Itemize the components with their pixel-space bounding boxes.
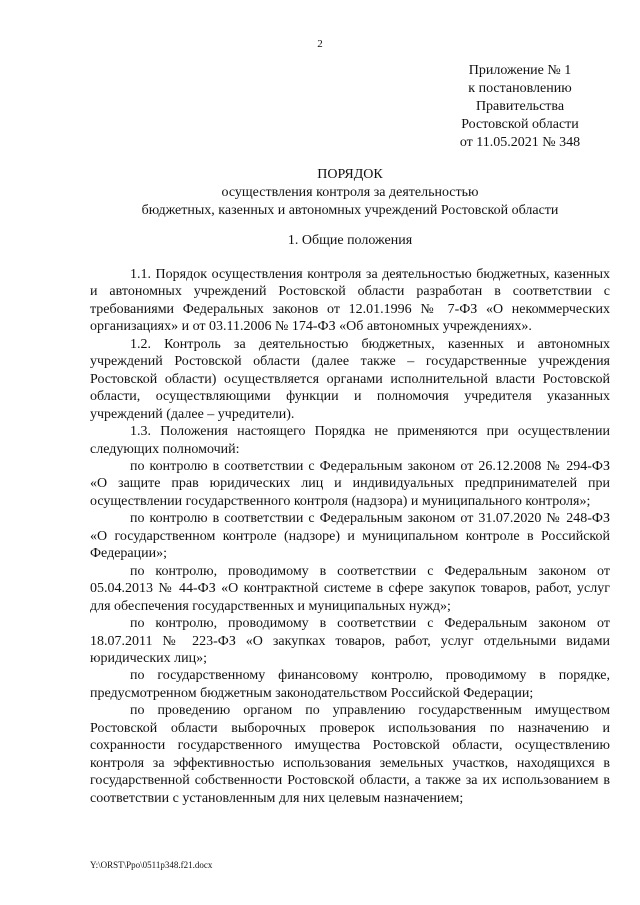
appendix-line: от 11.05.2021 № 348 (459, 135, 581, 150)
paragraph: по контролю в соответствии с Федеральным законом от 26.12.2008 № 294-ФЗ «О защите прав юридических лиц и индивидуальных предпринимателей при осуществлении государственного контроля (надзора) и муниципального контроля»; (90, 458, 610, 509)
paragraph: по контролю, проводимому в соответствии с Федеральным законом от 05.04.2013 № 44-ФЗ «О контрактной системе в сфере закупок товаров, работ, услуг для обеспечения государственных и муниципальных нужд»; (90, 563, 610, 614)
paragraph: 1.2. Контроль за деятельностью бюджетных, казенных и автономных учреждений Ростовской области (далее также – государственные учреждения Ростовской области) осуществляется органами исполнительной власти Ростовской области, осуществляющими функции и полномочия учредителя указанных учреждений (далее – учредители). (90, 336, 610, 422)
appendix-line: Правительства (475, 99, 565, 114)
paragraph: по проведению органом по управлению государственным имуществом Ростовской области выборочных проверок использования по назначению и сохранности государственного имущества Ростовской области, осуществлению контроля за эффективностью использования земельных участков, находящихся в государственной собственности Ростовской области, а также за их использованием в соответствии с установленным для них целевым назначением; (90, 703, 610, 806)
appendix-block (440, 62, 600, 152)
page-number: 2 (317, 38, 323, 50)
section-body (90, 266, 610, 807)
paragraph: по контролю в соответствии с Федеральным законом от 31.07.2020 № 248-ФЗ «О государственном контроле (надзоре) и муниципальном контроле в Российской Федерации»; (90, 511, 610, 562)
appendix-line: к постановлению (468, 81, 572, 96)
section-heading: 1. Общие положения (287, 233, 413, 248)
paragraph: 1.3. Положения настоящего Порядка не применяются при осуществлении следующих полномочий: (90, 424, 610, 457)
paragraph: по контролю, проводимому в соответствии с Федеральным законом от 18.07.2011 № 223-ФЗ «О закупках товаров, работ, услуг отдельными видами юридических лиц»; (90, 616, 610, 666)
document-subtitle-line: осуществления контроля за деятельностью (221, 185, 479, 200)
document-title-block (80, 166, 620, 220)
document-subtitle-line: бюджетных, казенных и автономных учреждений Ростовской области (141, 203, 559, 218)
paragraph: 1.1. Порядок осуществления контроля за деятельностью бюджетных, казенных и автономных учреждений Ростовской области разработан в соответствии с требованиями Федеральных законов от 12.01.1996 № 7-ФЗ «О некоммерческих организациях» и от 03.11.2006 № 174-ФЗ «Об автономных учреждениях». (90, 267, 610, 335)
appendix-line: Приложение № 1 (468, 63, 572, 78)
document-title: ПОРЯДОК (317, 167, 383, 182)
footer-file-path: Y:\ORST\Ppo\0511p348.f21.docx (90, 860, 213, 870)
paragraph: по государственному финансовому контролю, проводимому в порядке, предусмотренном бюджетным законодательством Российской Федерации; (90, 668, 610, 701)
appendix-line: Ростовской области (461, 117, 579, 132)
